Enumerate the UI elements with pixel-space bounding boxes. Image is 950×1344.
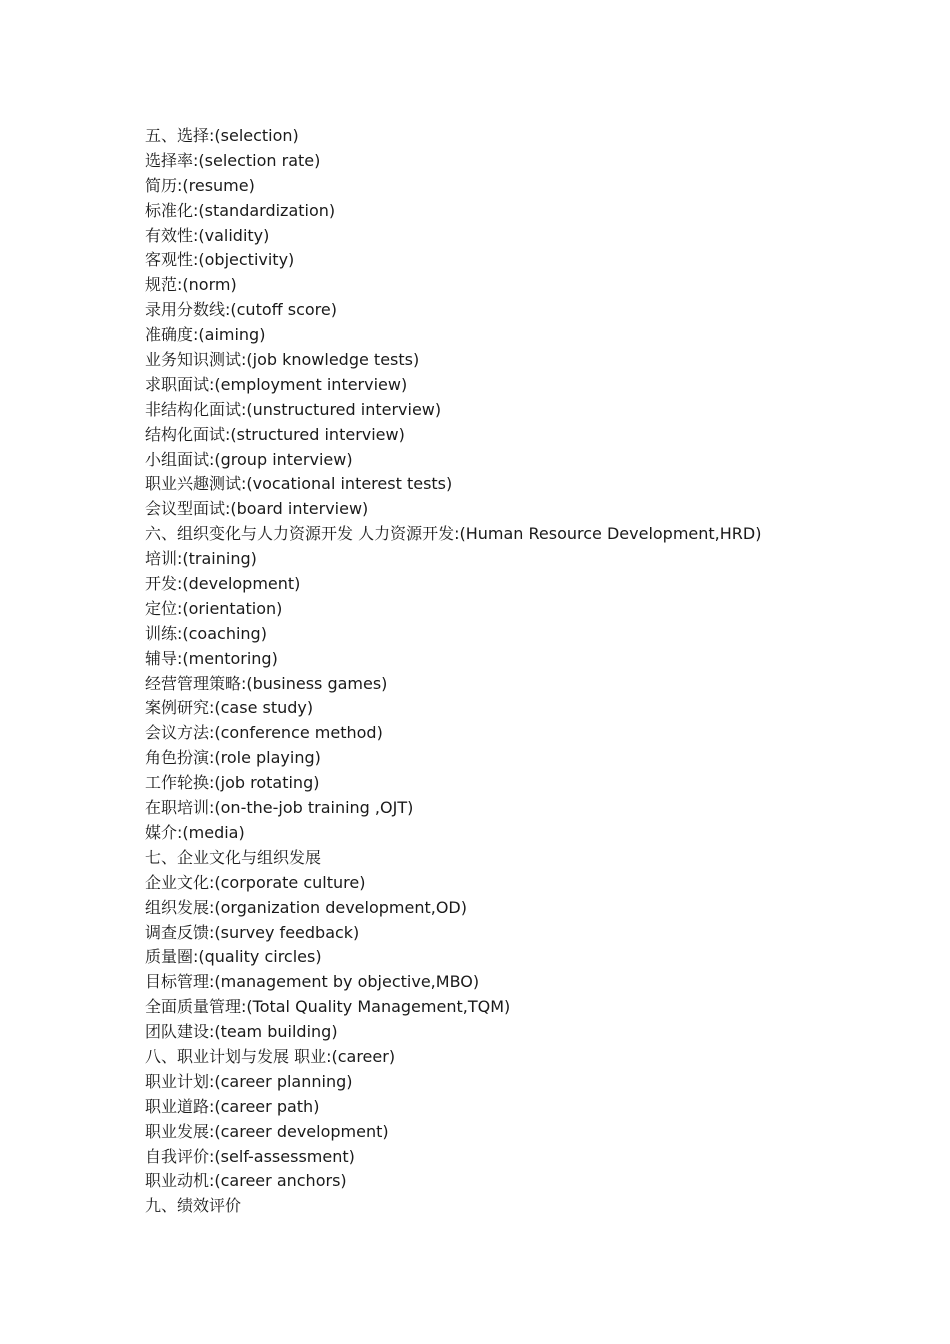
- glossary-entry: 业务知识测试:(job knowledge tests): [145, 350, 420, 370]
- glossary-list: [145, 124, 905, 1219]
- section-heading-hrd: 六、组织变化与人力资源开发 人力资源开发:(Human Resource Development,HRD): [145, 524, 762, 544]
- section-heading-selection: 五、选择:(selection): [145, 126, 299, 145]
- glossary-entry: 媒介:(media): [145, 822, 245, 842]
- glossary-entry: 小组面试:(group interview): [145, 449, 353, 469]
- section-heading-performance: 九、绩效评价: [145, 1196, 242, 1216]
- glossary-entry: 求职面试:(employment interview): [145, 374, 408, 394]
- glossary-entry: 客观性:(objectivity): [145, 250, 295, 270]
- glossary-entry: 非结构化面试:(unstructured interview): [145, 399, 442, 419]
- glossary-entry: 标准化:(standardization): [145, 200, 336, 220]
- glossary-entry: 企业文化:(corporate culture): [145, 872, 366, 892]
- glossary-entry: 有效性:(validity): [145, 225, 270, 245]
- glossary-entry: 案例研究:(case study): [145, 698, 314, 718]
- glossary-entry: 职业动机:(career anchors): [145, 1171, 347, 1191]
- glossary-entry: 目标管理:(management by objective,MBO): [145, 972, 480, 992]
- glossary-entry: 简历:(resume): [145, 175, 255, 195]
- glossary-entry: 质量圈:(quality circles): [145, 947, 322, 967]
- glossary-entry: 职业计划:(career planning): [145, 1071, 353, 1091]
- glossary-entry: 角色扮演:(role playing): [145, 748, 321, 768]
- glossary-entry: 结构化面试:(structured interview): [145, 424, 405, 444]
- glossary-entry: 会议型面试:(board interview): [145, 499, 369, 519]
- glossary-entry: 会议方法:(conference method): [145, 723, 383, 743]
- glossary-entry: 训练:(coaching): [145, 623, 267, 643]
- glossary-entry: 经营管理策略:(business games): [145, 673, 388, 693]
- glossary-entry: 职业发展:(career development): [145, 1121, 389, 1141]
- glossary-entry: 职业道路:(career path): [145, 1096, 320, 1116]
- glossary-entry: 在职培训:(on-the-job training ,OJT): [145, 798, 414, 818]
- glossary-entry: 职业兴趣测试:(vocational interest tests): [145, 474, 453, 494]
- glossary-entry: 调查反馈:(survey feedback): [145, 922, 360, 942]
- glossary-entry: 全面质量管理:(Total Quality Management,TQM): [145, 997, 511, 1017]
- glossary-entry: 工作轮换:(job rotating): [145, 773, 320, 793]
- glossary-entry: 选择率:(selection rate): [145, 150, 321, 170]
- section-heading-culture: 七、企业文化与组织发展: [145, 847, 322, 867]
- glossary-entry: 定位:(orientation): [145, 598, 283, 618]
- glossary-entry: 自我评价:(self-assessment): [145, 1146, 355, 1166]
- section-heading-career: 八、职业计划与发展 职业:(career): [145, 1046, 396, 1066]
- glossary-entry: 辅导:(mentoring): [145, 648, 278, 668]
- glossary-entry: 录用分数线:(cutoff score): [145, 300, 337, 320]
- glossary-entry: 开发:(development): [145, 574, 301, 594]
- glossary-entry: 规范:(norm): [145, 275, 237, 295]
- glossary-entry: 团队建设:(team building): [145, 1022, 338, 1042]
- glossary-entry: 组织发展:(organization development,OD): [145, 897, 467, 917]
- glossary-entry: 培训:(training): [145, 549, 257, 569]
- glossary-entry: 准确度:(aiming): [145, 325, 266, 345]
